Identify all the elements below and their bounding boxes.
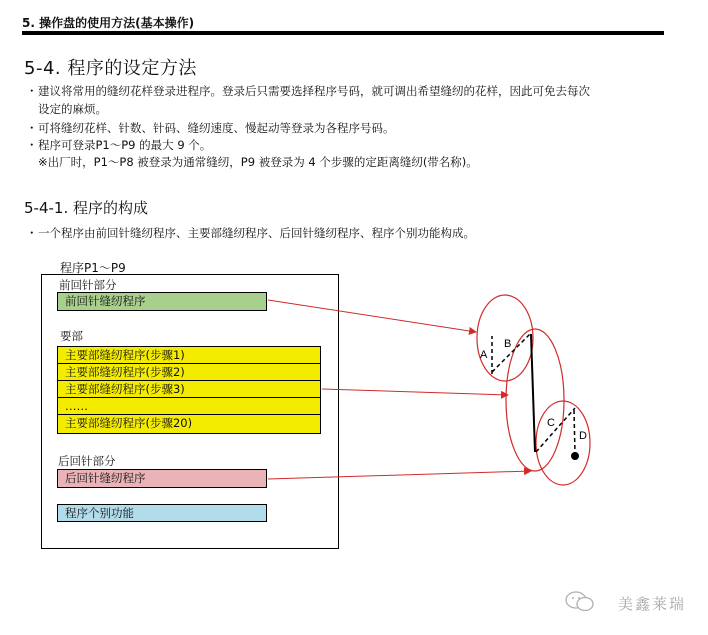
bullet-mark: ・ (26, 84, 38, 98)
bullet-text: 建议将常用的缝纫花样登录进程序。登录后只需要选择程序号码，就可调出希望缝纫的花样，因此可免去每次 (38, 84, 590, 98)
stitch-c (536, 408, 575, 452)
back-program-block: 后回针缝纫程序 (57, 469, 267, 488)
note-text: ※出厂时，P1～P8 被登录为通常缝纫，P9 被登录为 4 个步骤的定距离缝纫(带名称)。 (38, 155, 478, 169)
section-title: 5-4. 程序的设定方法 (24, 58, 197, 79)
header-title: 5. 操作盘的使用方法(基本操作) (22, 16, 195, 30)
wechat-logo-icon (565, 590, 595, 612)
end-point (571, 452, 579, 460)
stitch-label-a: A (480, 349, 488, 361)
bullet-text: 一个程序由前回针缝纫程序、主要部缝纫程序、后回针缝纫程序、程序个别功能构成。 (38, 226, 475, 240)
main-step-2: 主要部缝纫程序(步骤2) (57, 363, 321, 381)
main-step-20: 主要部缝纫程序(步骤20) (57, 414, 321, 434)
stitch-main (531, 334, 535, 452)
main-section-label: 要部 (60, 329, 83, 343)
stitch-d (574, 410, 575, 454)
bullet-mark: ・ (26, 138, 38, 152)
bullet-text: 程序可登录P1～P9 的最大 9 个。 (38, 138, 212, 152)
main-arrow (322, 389, 508, 395)
bullet-text: 设定的麻烦。 (38, 102, 107, 116)
bullet-mark: ・ (26, 226, 38, 240)
front-section-label: 前回针部分 (59, 278, 117, 292)
watermark-text: 美鑫莱瑞 (617, 595, 686, 613)
back-arrow (268, 471, 531, 479)
subsection-title: 5-4-1. 程序的构成 (24, 199, 148, 217)
back-section-label: 后回针部分 (58, 454, 116, 468)
stitch-label-d: D (579, 430, 587, 442)
main-step-3: 主要部缝纫程序(步骤3) (57, 380, 321, 398)
main-step-1: 主要部缝纫程序(步骤1) (57, 346, 321, 364)
bullet-mark: ・ (26, 121, 38, 135)
stitch-label-b: B (504, 338, 512, 350)
front-program-block: 前回针缝纫程序 (57, 292, 267, 311)
diagram-title: 程序P1～P9 (60, 261, 126, 275)
individual-function-block: 程序个别功能 (57, 504, 267, 522)
stitch-label-c: C (547, 417, 555, 429)
main-step-ellipsis: …… (57, 397, 321, 415)
bullet-text: 可将缝纫花样、针数、针码、缝纫速度、慢起动等登录为各程序号码。 (38, 121, 395, 135)
front-arrow (268, 300, 476, 332)
